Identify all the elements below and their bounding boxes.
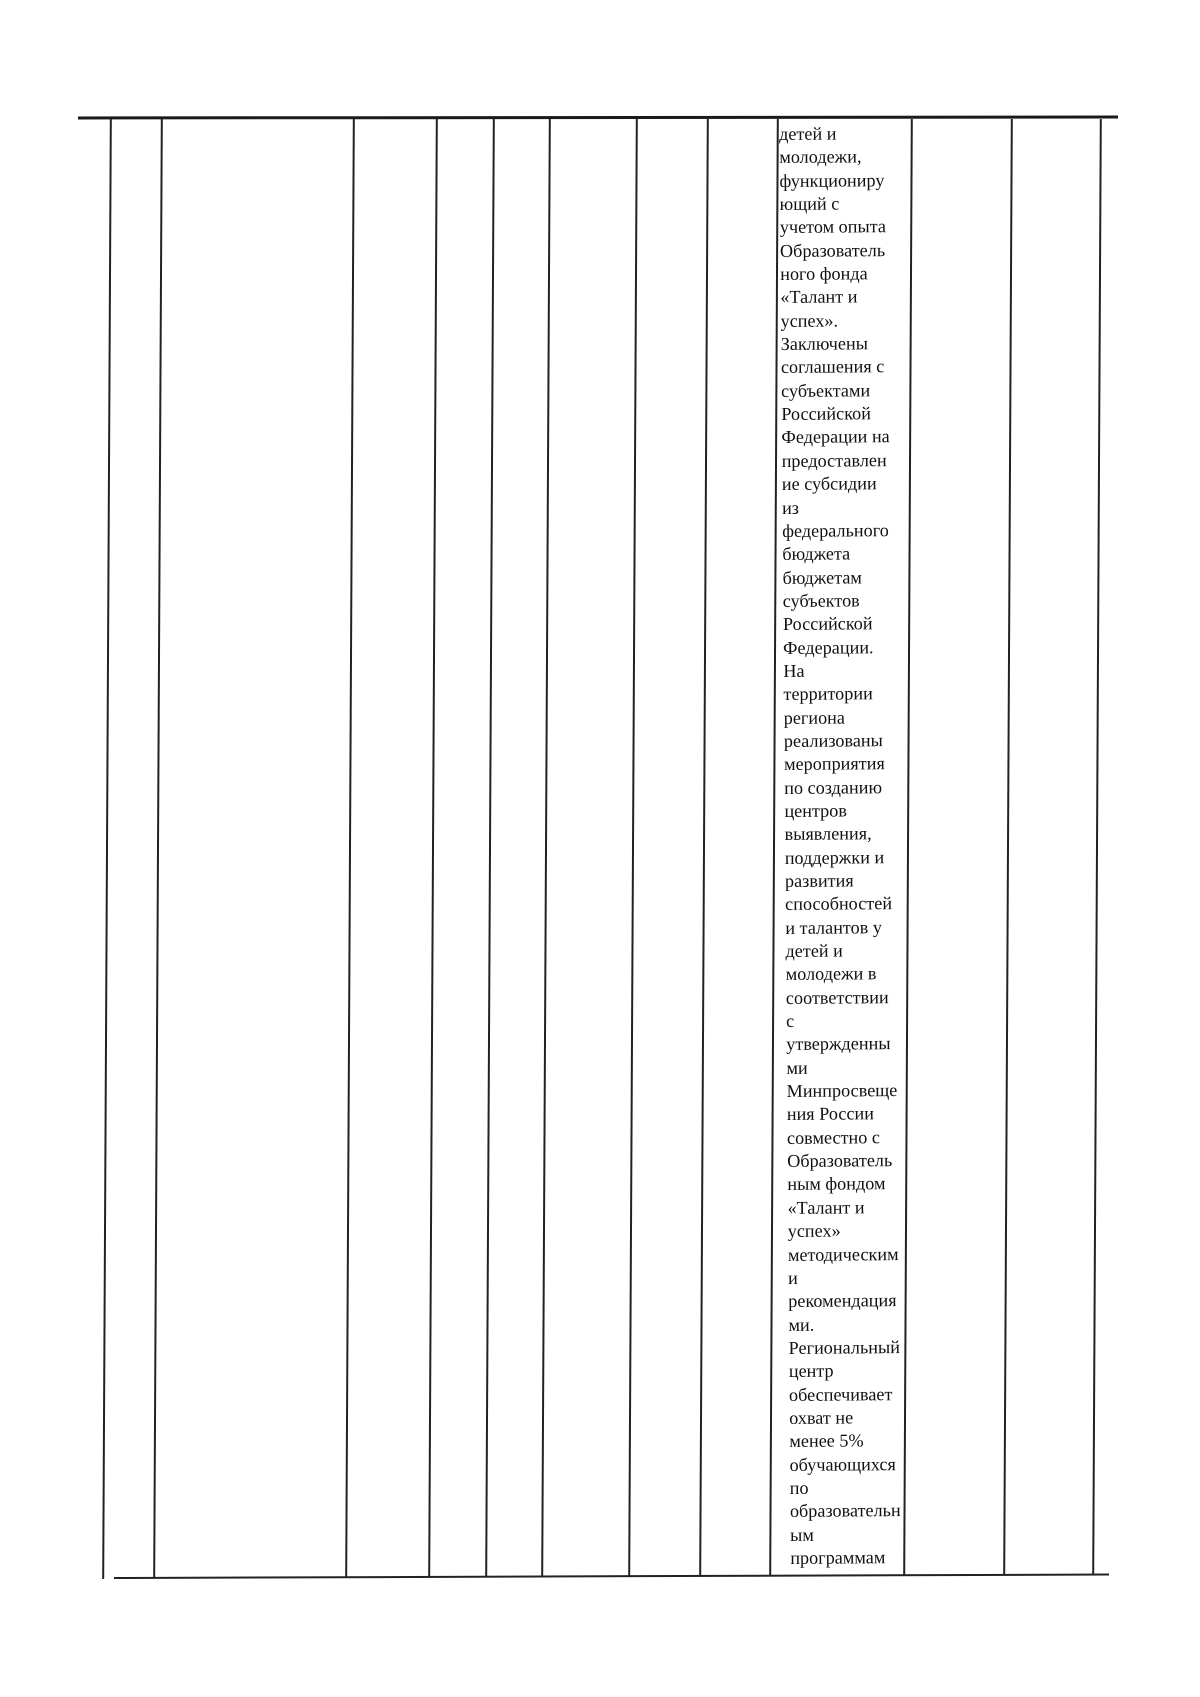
column-divider	[1003, 119, 1012, 1575]
column-divider	[485, 119, 494, 1577]
column-divider	[628, 119, 637, 1576]
column-divider	[769, 119, 778, 1576]
column-divider	[541, 119, 550, 1577]
column-divider	[102, 119, 111, 1579]
column-divider	[153, 119, 162, 1578]
column-divider	[1092, 119, 1101, 1574]
column-divider	[699, 119, 708, 1576]
table-cell-text: детей и молодежи, функциониру ющий с учетом опыта Образователь ного фонда «Талант и успех». Заключены соглашения с субъектами Российской Федерации на предоставлен ие субсидии из федерального бюджета бюджетам субъектов Российской Федерации. На территории региона реализованы мероприятия по созданию центров выявления, поддержки и развития способностей и талантов у детей и молодежи в соответствии с утвержденны ми Минпросвеще ния России совместно с Образователь ным фондом «Талант и успех» методическим и рекомендация ми. Региональный центр обеспечивает охват не менее 5% обучающихся по образовательн ым программам	[779, 123, 901, 1568]
column-divider	[345, 119, 354, 1578]
column-divider	[428, 119, 437, 1577]
